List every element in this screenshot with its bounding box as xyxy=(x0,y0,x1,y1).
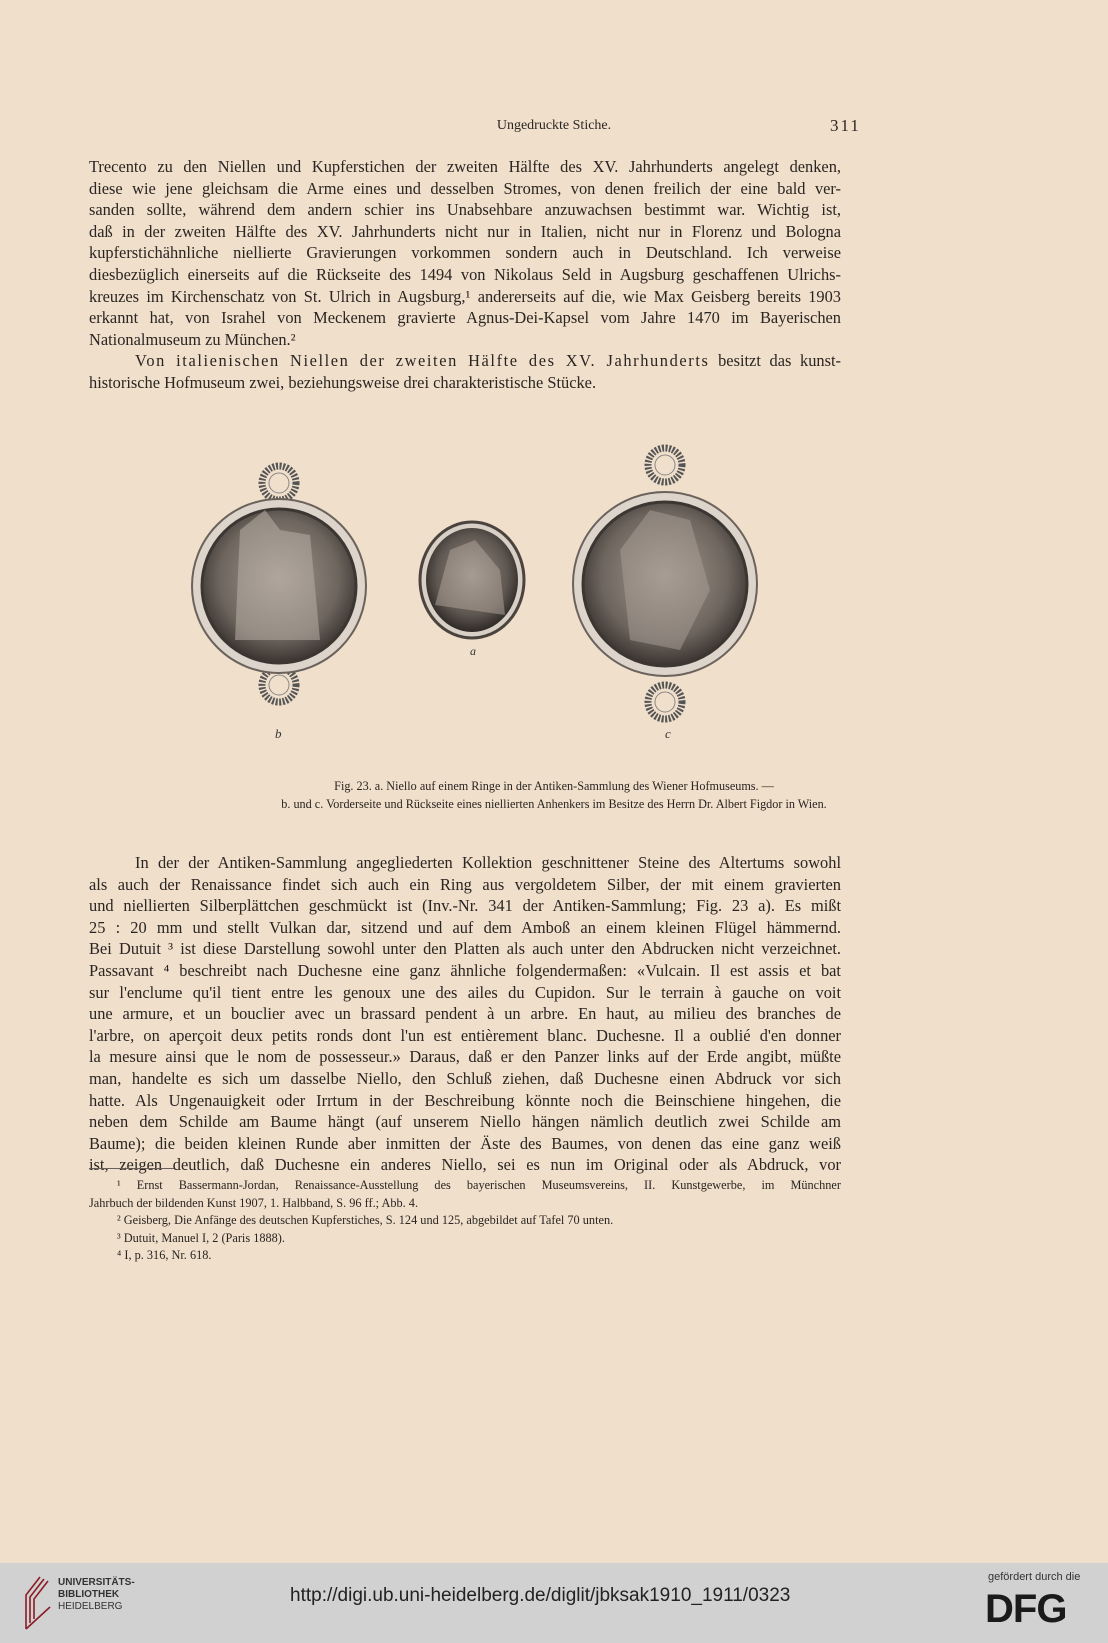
text-line: Trecento zu den Niellen und Kupferstichen der zweiten Hälfte des XV. Jahrhunderts angelegt denken, xyxy=(89,157,841,176)
spaced-emphasis: Von italienischen Niellen der zweiten Hälfte des XV. Jahrhunderts xyxy=(135,351,710,371)
caption-line: b. und c. Vorderseite und Rückseite eines niellierten Anhenkers im Besitze des Herrn Dr. Albert Figdor in Wien. xyxy=(281,797,827,811)
label-b: b xyxy=(275,726,282,741)
niello-images xyxy=(180,440,800,750)
figure-23 xyxy=(180,440,800,750)
text-line: Baume); die beiden kleinen Runde aber inmitten der Äste des Baumes, von denen das eine ganz weiß xyxy=(89,1133,841,1153)
footnote: ³ Dutuit, Manuel I, 2 (Paris 1888). xyxy=(117,1230,285,1245)
label-a: a xyxy=(470,644,476,658)
library-line: UNIVERSITÄTS- xyxy=(58,1577,135,1588)
text-line: historische Hofmuseum zwei, beziehungsweise drei charakteristische Stücke. xyxy=(89,372,597,392)
ub-heidelberg-text xyxy=(58,1577,135,1613)
figure-caption xyxy=(0,777,1108,813)
footnote: ² Geisberg, Die Anfänge des deutschen Kupferstiches, S. 124 und 125, abgebildet auf Tafel 70 unten. xyxy=(117,1213,614,1227)
text-line: sanden sollte, während dem andern schier ins Unabsehbare anzuwachsen bestimmt war. Wichtig ist, xyxy=(89,200,841,220)
text-line: diese wie jene gleichsam die Arme eines und desselben Stromes, von denen freilich der eine bald ver- xyxy=(89,178,841,198)
footnote-rule xyxy=(89,1168,174,1169)
text-line: erkannt hat, von Israhel von Meckenem gravierte Agnus-Dei-Kapsel vom Jahre 1470 im Bayerischen xyxy=(89,308,841,328)
permalink-url[interactable]: http://digi.ub.uni-heidelberg.de/diglit/jbksak1910_1911/0323 xyxy=(290,1585,791,1606)
funded-by-text: gefördert durch die xyxy=(988,1571,1081,1583)
footnote: ¹ Ernst Bassermann-Jordan, Renaissance-Ausstellung des bayerischen Museumsvereins, II. Kunstgewerbe, im Münchner xyxy=(117,1178,841,1192)
text-line: sur l'enclume qu'il tient entre les genoux une des ailes du Cupidon. Sur le terrain à gauche on voit xyxy=(89,982,841,1002)
digitization-footer xyxy=(0,1563,1108,1643)
library-line: HEIDELBERG xyxy=(58,1601,123,1612)
ring-niello-a xyxy=(420,522,524,638)
text-line: kupferstichähnliche niellierte Gravierungen vorkommen sondern auch in Deutschland. Ich verweise xyxy=(89,243,841,263)
text-line: diesbezüglich einerseits auf die Rückseite des 1494 von Nikolaus Seld in Augsburg geschaffenen Ulrichs- xyxy=(89,264,841,284)
text-line: daß in der zweiten Hälfte des XV. Jahrhunderts nicht nur in Italien, nicht nur in Florenz und Bologna xyxy=(89,221,841,241)
library-line: BIBLIOTHEK xyxy=(58,1589,120,1600)
text-line: hatte. Als Ungenauigkeit oder Irrtum in der Beschreibung könnte noch die Beinschiene hingehen, die xyxy=(89,1090,841,1110)
text-line: kreuzes im Kirchenschatz von St. Ulrich in Augsburg,¹ andererseits auf die, wie Max Geisberg bereits 1903 xyxy=(89,286,841,306)
text-line: ist, zeigen deutlich, daß Duchesne ein anderes Niello, sei es nun im Original oder als Abdruck, vor xyxy=(89,1155,841,1175)
caption-line: Fig. 23. a. Niello auf einem Ringe in der Antiken-Sammlung des Wiener Hofmuseums. — xyxy=(334,779,774,793)
dfg-logo: DFG xyxy=(985,1587,1067,1631)
pendant-front-b xyxy=(192,466,366,702)
text-line: l'arbre, on aperçoit deux petits ronds dont l'un est entièrement blanc. Duchesne. Il a oublié d'en donner xyxy=(89,1025,841,1045)
text-line: 25 : 20 mm und stellt Vulkan dar, sitzend und auf dem Amboß an einem kleinen Flügel hämmernd. xyxy=(89,917,841,937)
footnotes xyxy=(89,1177,841,1265)
text-line: als auch der Renaissance findet sich auch ein Ring aus vergoldetem Silber, der mit einem gravierten xyxy=(89,874,841,894)
label-c: c xyxy=(665,726,671,741)
text-line: und niellierten Silberplättchen geschmückt ist (Inv.-Nr. 341 der Antiken-Sammlung; Fig. 23 a). Es mißt xyxy=(89,896,841,916)
text-line xyxy=(89,350,841,372)
text-line: une armure, et un bouclier avec un brassard pendent à un arbre. En haut, au milieu des branches de xyxy=(89,1004,841,1024)
running-title: Ungedruckte Stiche. xyxy=(496,118,612,133)
paragraph-1 xyxy=(89,156,841,394)
text-span: besitzt das kunst- xyxy=(709,351,841,371)
text-line: neben dem Schilde am Baume hängt (auf unserem Niello hängen nämlich deutlich zwei Schilde am xyxy=(89,1112,841,1132)
paragraph-3 xyxy=(89,852,841,1176)
text-line: Passavant ⁴ beschreibt nach Duchesne eine ganz ähnliche folgendermaßen: «Vulcain. Il est assis et bat xyxy=(89,960,841,980)
text-line: In der der Antiken-Sammlung angegliederten Kollektion geschnittener Steine des Altertums sowohl xyxy=(135,853,841,872)
page-number: 311 xyxy=(830,116,861,135)
footnote: ⁴ I, p. 316, Nr. 618. xyxy=(117,1248,212,1262)
text-line: Nationalmuseum zu München.² xyxy=(89,329,296,349)
ub-heidelberg-logo-icon xyxy=(22,1573,54,1631)
pendant-back-c xyxy=(573,448,757,719)
footnote: Jahrbuch der bildenden Kunst 1907, 1. Halbband, S. 96 ff.; Abb. 4. xyxy=(89,1195,419,1210)
text-line: la mesure ainsi que le nom de possesseur.» Daraus, daß er den Panzer links auf der Erde angibt, müßte xyxy=(89,1047,841,1067)
text-line: man, handelte es sich um dasselbe Niello, den Schluß ziehen, daß Duchesne einen Abdruck vor sich xyxy=(89,1068,841,1088)
text-line: Bei Dutuit ³ ist diese Darstellung sowohl unter den Platten als auch unter den Abdrucken nicht verzeichnet. xyxy=(89,939,841,959)
